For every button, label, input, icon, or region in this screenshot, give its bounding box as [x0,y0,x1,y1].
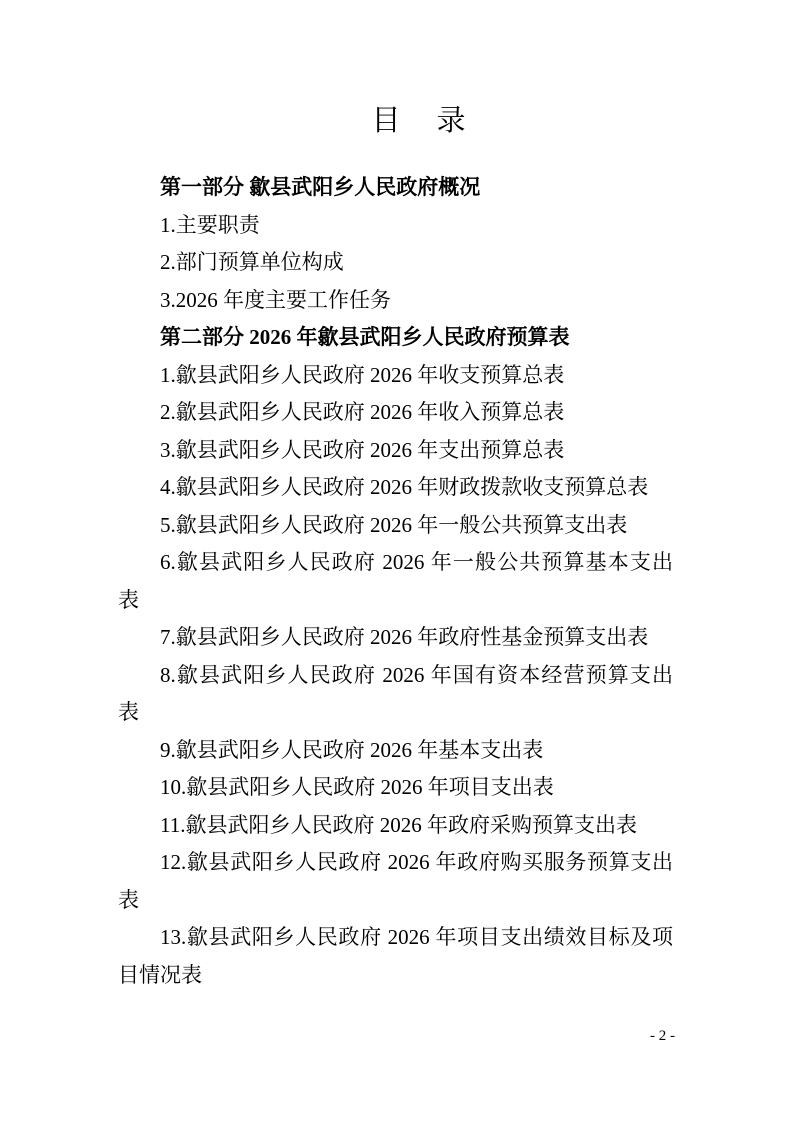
toc-entry-line: 目情况表 [118,962,202,987]
toc-content [118,169,673,994]
toc-entry-line: 1.歙县武阳乡人民政府 2026 年收支预算总表 [160,362,565,387]
page-title-char-left: 目 [371,105,401,137]
toc-entry-line: 11.歙县武阳乡人民政府 2026 年政府采购预算支出表 [160,812,637,837]
toc-entry-line: 6.歙县武阳乡人民政府 2026 年一般公共预算基本支出 [160,550,673,574]
toc-section-heading: 第一部分 歙县武阳乡人民政府概况 [160,175,481,199]
toc-entry-line: 7.歙县武阳乡人民政府 2026 年政府性基金预算支出表 [160,625,649,649]
page-title-char-right: 录 [436,105,466,137]
toc-entry-line: 13.歙县武阳乡人民政府 2026 年项目支出绩效目标及项 [160,925,673,949]
page-title [22,101,793,141]
toc-entry-line: 表 [118,587,139,612]
toc-entry-line: 10.歙县武阳乡人民政府 2026 年项目支出表 [160,775,554,799]
toc-entry-line: 2.部门预算单位构成 [160,250,344,274]
page-number: - 2 - [650,1028,675,1044]
toc-entry-line: 12.歙县武阳乡人民政府 2026 年政府购买服务预算支出 [160,850,673,874]
toc-entry-line: 3.歙县武阳乡人民政府 2026 年支出预算总表 [160,437,565,462]
toc-entry-line: 4.歙县武阳乡人民政府 2026 年财政拨款收支预算总表 [160,475,649,499]
toc-entry-line: 表 [118,700,139,724]
toc-section-heading: 第二部分 2026 年歙县武阳乡人民政府预算表 [160,325,570,349]
toc-entry-line: 1.主要职责 [160,212,260,237]
toc-entry-line: 表 [118,887,139,912]
toc-entry-line: 8.歙县武阳乡人民政府 2026 年国有资本经营预算支出 [160,662,673,687]
toc-entry-line: 3.2026 年度主要工作任务 [160,287,391,312]
toc-entry-line: 5.歙县武阳乡人民政府 2026 年一般公共预算支出表 [160,512,628,537]
toc-entry-line: 9.歙县武阳乡人民政府 2026 年基本支出表 [160,737,544,762]
toc-entry-line: 2.歙县武阳乡人民政府 2026 年收入预算总表 [160,400,565,424]
